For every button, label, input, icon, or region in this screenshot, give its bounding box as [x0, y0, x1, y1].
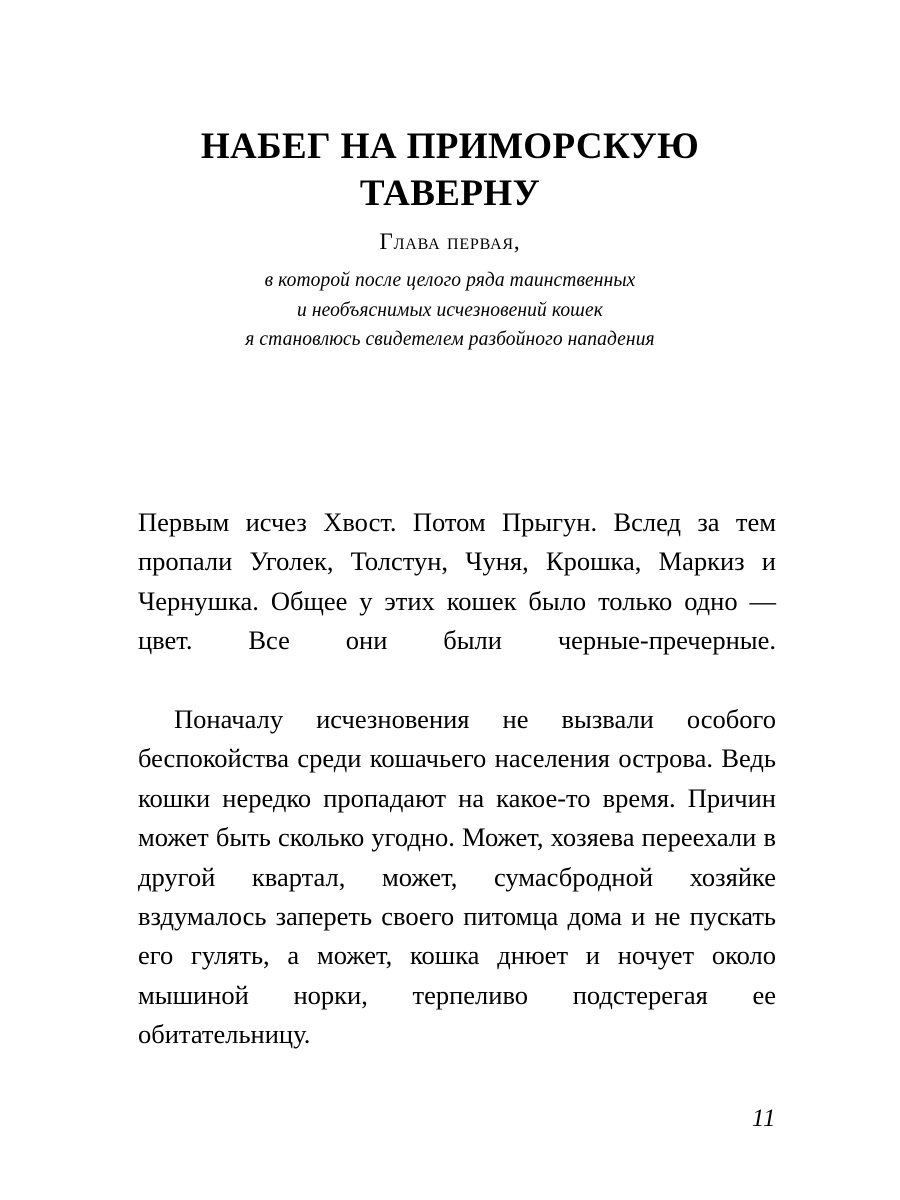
page-number: 11 [751, 1105, 776, 1132]
chapter-label: Глава первая, [379, 229, 521, 254]
chapter-title [150, 123, 750, 217]
chapter-title-line-2: ТАВЕРНУ [359, 172, 541, 214]
body-paragraph: Поначалу исчезновения не вызвали особого беспокойства среди кошачьего населения острова. Ведь кошки нередко пропадают на какое-то время. Причин может быть сколько угодно. Может, хозяева переехали в другой квартал, может, сумасбродной хозяйке вздумалось запереть своего питомца дома и не пускать его гулять, а может, кошка днюет и ночует около мышиной норки, терпеливо подстерегая ее обитательницу. [138, 704, 776, 1050]
chapter-subtitle-line-1: в которой после целого ряда таинственных [264, 270, 636, 291]
chapter-subtitle-line-3: я становлюсь свидетелем разбойного нападения [245, 329, 655, 350]
chapter-subtitle [120, 266, 780, 355]
chapter-subtitle-line-2: и необъяснимых исчезновений кошек [297, 299, 603, 321]
chapter-title-line-1: НАБЕГ НА ПРИМОРСКУЮ [200, 125, 700, 167]
body-paragraph: Первым исчез Хвост. Потом Прыгун. Вслед за тем пропали Уголек, Толстун, Чуня, Крошка, Маркиз и Чернушка. Общее у этих кошек было только одно — цвет. Все они были черные-пречерные. [138, 507, 776, 656]
body-text [138, 503, 776, 1094]
